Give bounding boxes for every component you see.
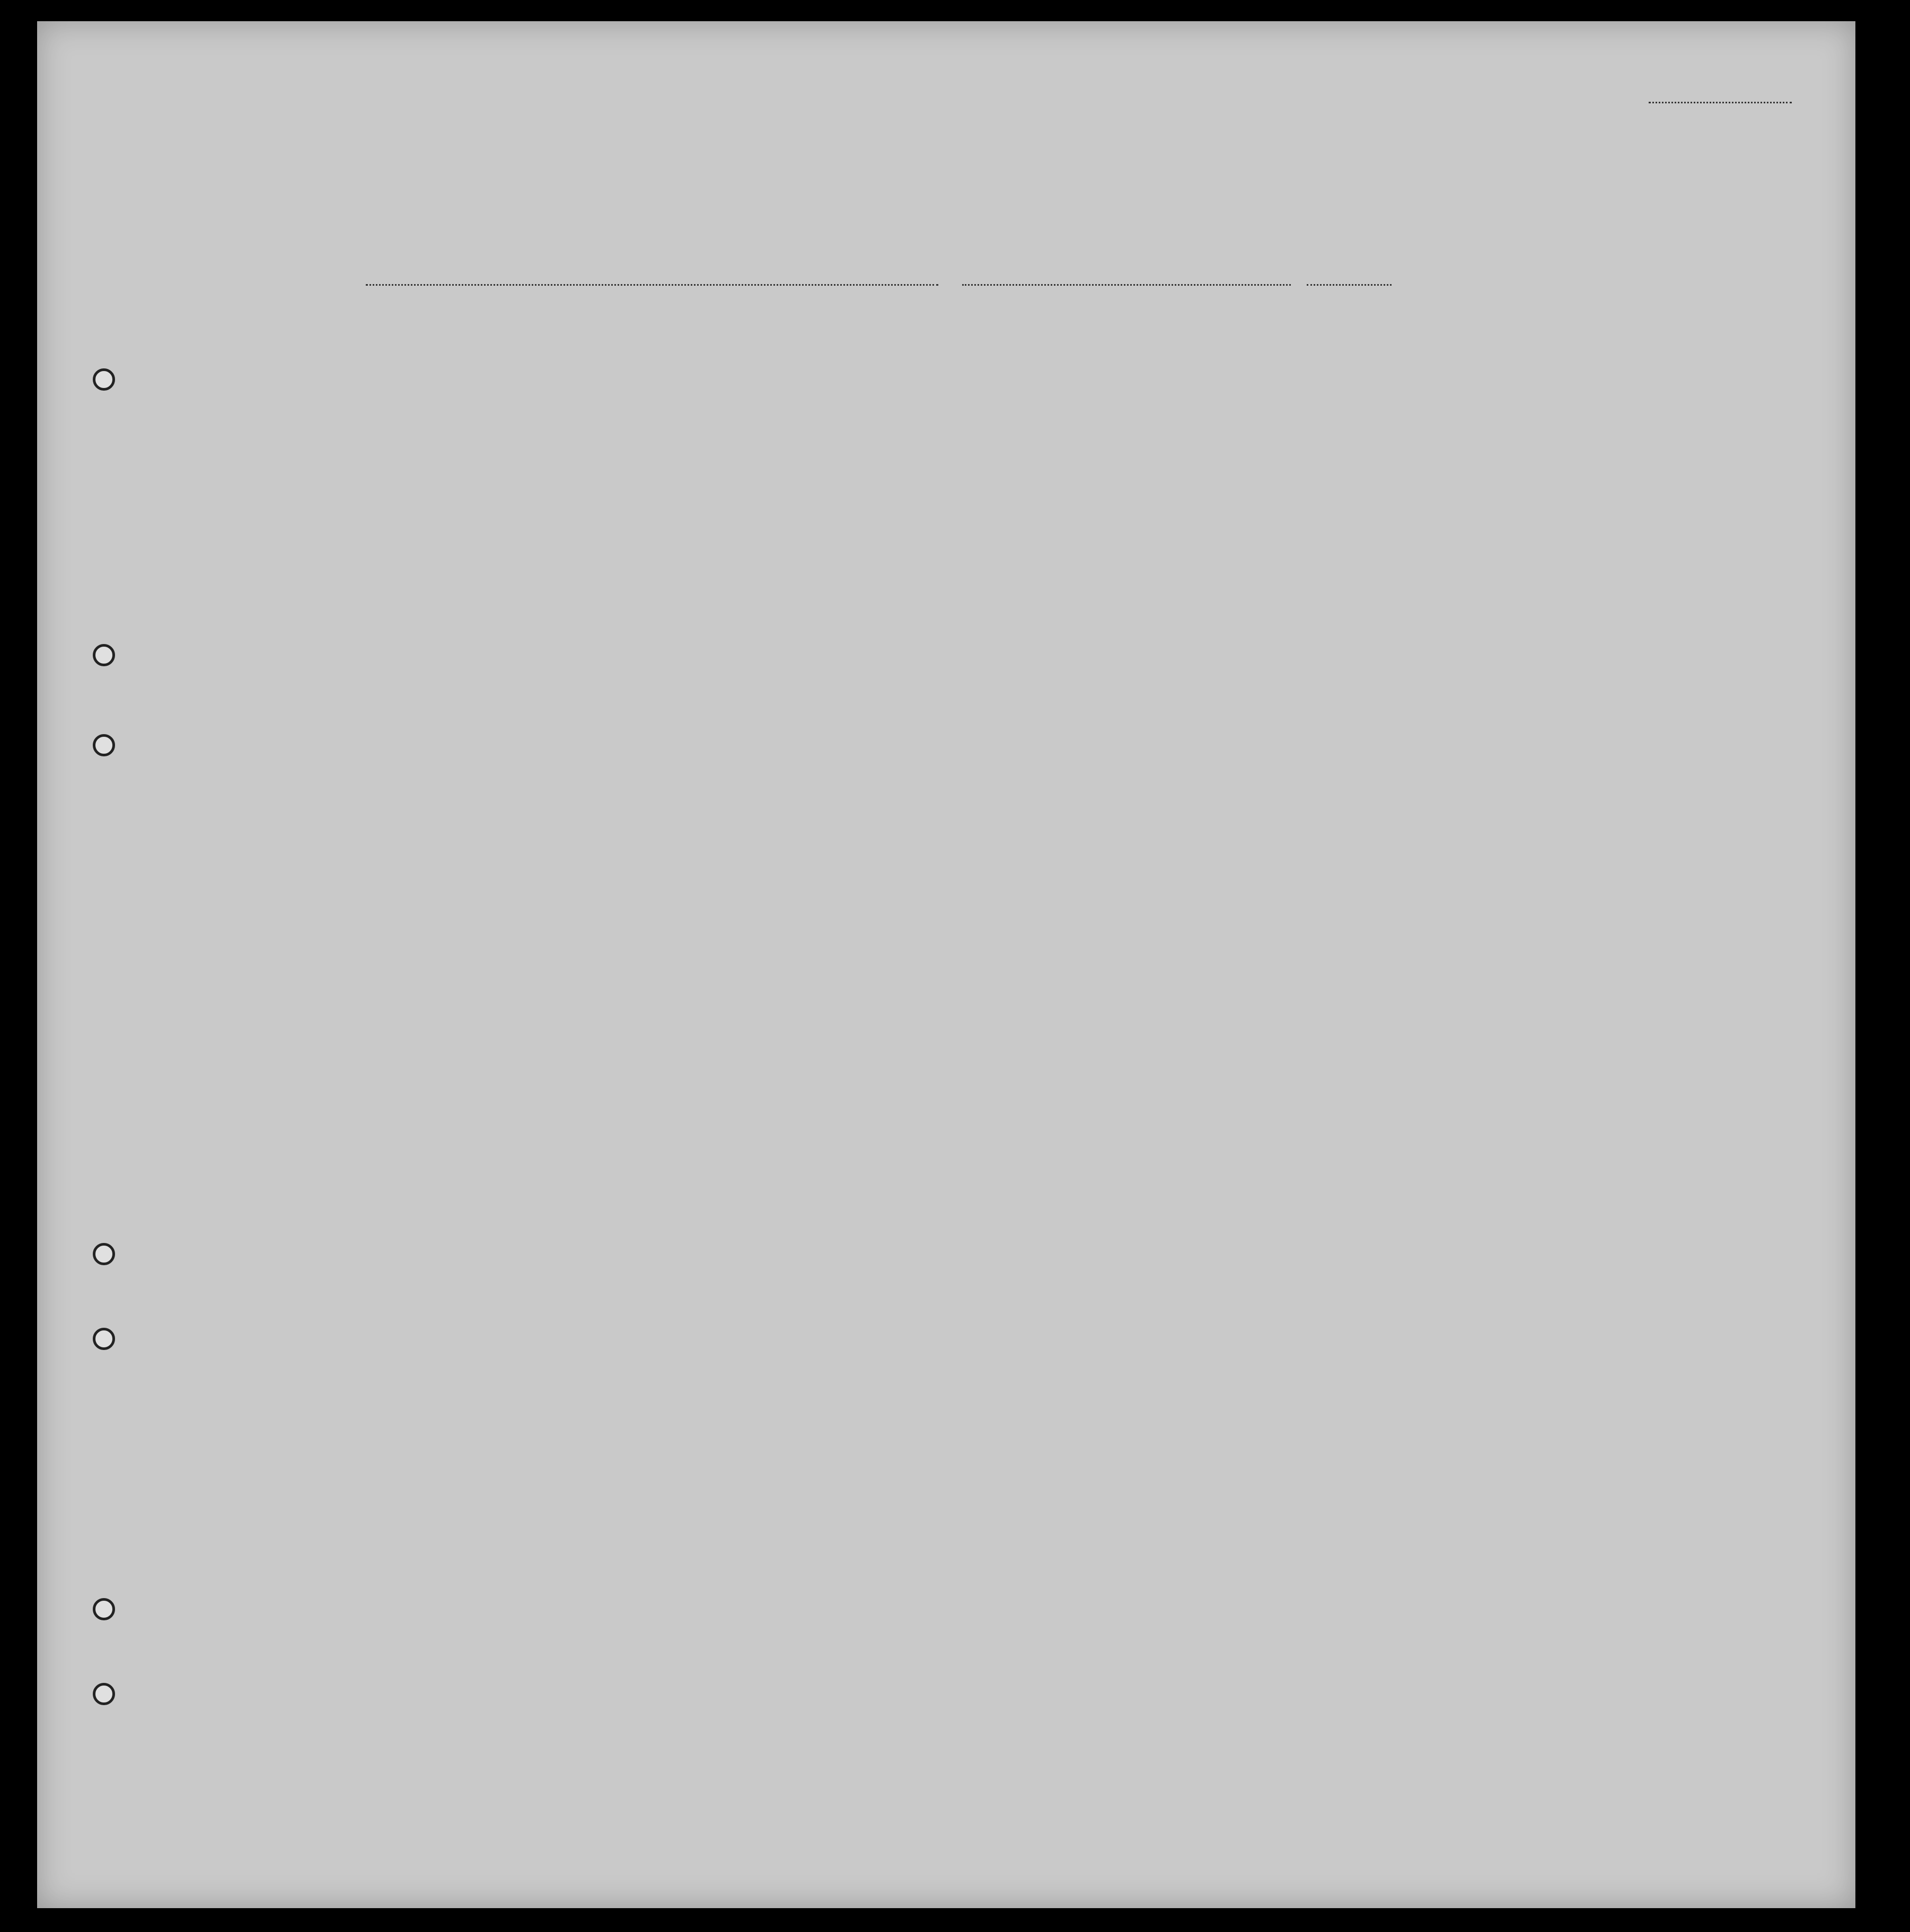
binder-hole (93, 1683, 115, 1705)
table-grid (37, 21, 1855, 1908)
binder-hole (93, 1598, 115, 1620)
binder-hole (93, 1243, 115, 1265)
binder-hole (93, 734, 115, 756)
binder-hole (93, 368, 115, 391)
binder-hole (93, 1328, 115, 1350)
binder-hole (93, 644, 115, 666)
manifest-page (37, 21, 1855, 1908)
